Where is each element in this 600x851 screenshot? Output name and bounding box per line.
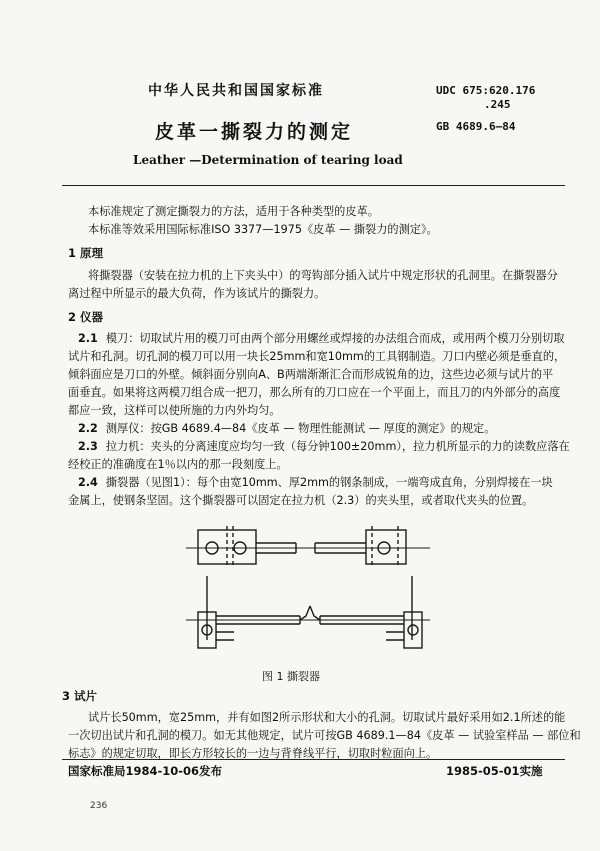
footer-rule bbox=[62, 759, 565, 760]
section-2-3-line-2: 经校正的准确度在1％以内的那一段刻度上。 bbox=[68, 458, 288, 471]
section-2-heading: 2 仪器 bbox=[68, 310, 104, 324]
clause-number: 2.3 bbox=[78, 440, 98, 453]
figure-caption: 图 1 撕裂器 bbox=[262, 670, 320, 683]
clause-number: 2.1 bbox=[78, 332, 98, 345]
document-title-en: Leather —Determination of tearing load bbox=[133, 153, 403, 167]
section-1-heading: 1 原理 bbox=[68, 246, 104, 260]
left-block-top-view bbox=[198, 526, 296, 568]
section-2-1-line-3: 倾斜面应是刀口的外壁。倾斜面分别向A、B两端渐渐汇合而形成锐角的边，这些边必须与试片的平 bbox=[68, 368, 554, 381]
clause-text: 拉力机：夹头的分离速度应均匀一致（每分钟100±20mm），拉力机所显示的力的读数应落在 bbox=[105, 440, 570, 453]
right-block-top-view bbox=[315, 526, 406, 568]
intro-line-2: 本标准等效采用国际标准ISO 3377—1975《皮革 — 撕裂力的测定》。 bbox=[88, 223, 438, 236]
standard-org: 中华人民共和国国家标准 bbox=[148, 83, 324, 99]
intro-line-1: 本标准规定了测定撕裂力的方法，适用于各种类型的皮革。 bbox=[88, 205, 379, 218]
section-1-line-2: 离过程中所显示的最大负荷，作为该试片的撕裂力。 bbox=[68, 287, 326, 300]
clause-number: 2.2 bbox=[78, 422, 98, 435]
gb-code: GB 4689.6—84 bbox=[436, 120, 516, 133]
section-2-1-line-4: 面垂直。如果将这两模刀组合成一把刀，那么所有的刀口应在一个平面上，而且刀的内外部分的高度 bbox=[68, 386, 561, 399]
clause-text: 模刀：切取试片用的模刀可由两个部分用螺丝或焊接的办法组合而成，或用两个模刀分别切取 bbox=[105, 332, 565, 345]
clause-text: 撕裂器（见图1）：每个由宽10mm、厚2mm的钢条制成，一端弯成直角，分别焊接在一块 bbox=[105, 476, 553, 489]
section-1-line-1: 将撕裂器（安装在拉力机的上下夹头中）的弯钩部分插入试片中规定形状的孔洞里。在撕裂器分 bbox=[88, 269, 558, 282]
issue-date: 国家标准局1984-10-06发布 bbox=[68, 764, 223, 778]
section-2-1-line-2: 试片和孔洞。切孔洞的模刀可以用一块长25mm和宽10mm的工具钢制造。刀口内壁必须是垂直的， bbox=[68, 350, 566, 363]
clause-text: 测厚仪：按GB 4689.4—84《皮革 — 物理性能测试 — 厚度的测定》的规定。 bbox=[105, 422, 496, 435]
clause-number: 2.4 bbox=[78, 476, 98, 489]
section-2-4-line-2: 金属上，使钢条坚固。这个撕裂器可以固定在拉力机（2.3）的夹头里，或者取代夹头的位置。 bbox=[68, 494, 534, 507]
page-number: 236 bbox=[90, 801, 108, 811]
right-block-side-view bbox=[310, 576, 422, 648]
section-2-1-line-5: 都应一致，这样可以使所施的力内外均匀。 bbox=[68, 404, 281, 417]
document-title-cn: 皮革一撕裂力的测定 bbox=[155, 121, 354, 143]
udc-code-continued: .245 bbox=[484, 98, 511, 111]
left-block-side-view bbox=[198, 576, 310, 648]
udc-code: UDC 675:620.176 bbox=[436, 84, 536, 97]
section-3-heading: 3 试片 bbox=[62, 689, 98, 703]
section-3-line-2: 一次切出试片和孔洞的模刀。如无其他规定，试片可按GB 4689.1—84《皮革 — 试验室样品 — 部位和 bbox=[68, 729, 581, 742]
section-3-line-1: 试片长50mm，宽25mm，并有如图2所示形状和大小的孔洞。切取试片最好采用如2.1所述的能 bbox=[88, 711, 566, 724]
section-3-line-3: 标志》的规定切取，即长方形较长的一边与背脊线平行，切取时粒面向上。 bbox=[68, 747, 438, 760]
effective-date: 1985-05-01实施 bbox=[446, 764, 543, 778]
